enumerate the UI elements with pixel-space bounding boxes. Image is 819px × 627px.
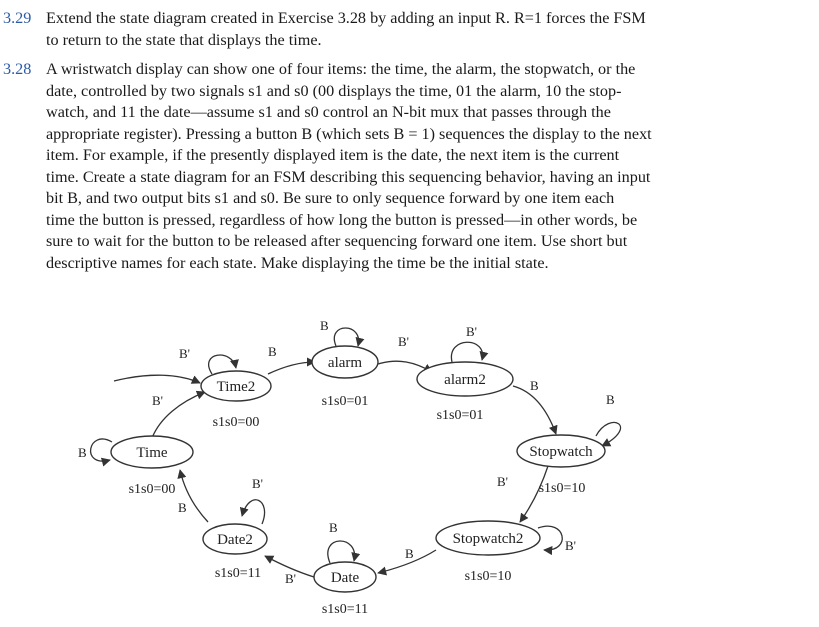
state-name: Date2: [217, 532, 253, 548]
transition-label: B': [285, 571, 297, 586]
state-name: alarm: [327, 355, 363, 371]
exercise-line: descriptive names for each state. Make displaying the time be the initial state.: [46, 253, 549, 272]
transition-label: B: [320, 318, 329, 333]
exercise-line: item. For example, if the presently displayed item is the date, the next item is the current: [46, 146, 620, 164]
exercise-number: 3.29: [3, 9, 32, 27]
initial-transition-arrow: [114, 375, 200, 383]
exercise-number: 3.28: [3, 60, 32, 78]
state-output: s1s0=10: [464, 569, 512, 584]
state-output: s1s0=01: [436, 408, 484, 423]
transition-time2-to-alarm: [268, 362, 315, 374]
exercise-text: [46, 8, 812, 51]
exercise-line: Extend the state diagram created in Exercise 3.28 by adding an input R. R=1 forces the FSM: [46, 9, 646, 27]
transition-label: B: [405, 546, 414, 561]
state-output: s1s0=00: [212, 415, 260, 430]
transition-label: B: [606, 392, 615, 407]
transition-label: B': [497, 474, 509, 489]
state-output: s1s0=01: [321, 394, 369, 409]
exercise-line: A wristwatch display can show one of four items: the time, the alarm, the stopwatch, or the: [46, 60, 636, 78]
self-loop-date2: [242, 500, 265, 524]
state-output: s1s0=11: [214, 566, 262, 581]
exercise-line: time the button is pressed, regardless of how long the button is pressed—in other words, be: [46, 210, 638, 229]
exercise-line: bit B, and two output bits s1 and s0. Be sure to only sequence forward by one item each: [46, 189, 615, 207]
state-name: Time: [136, 445, 168, 461]
exercise-3-28: [0, 59, 812, 299]
state-output: s1s0=10: [538, 481, 586, 496]
self-loop-date: [328, 541, 355, 563]
state-name: alarm2: [444, 372, 486, 388]
exercise-line: appropriate register). Pressing a button B (which sets B = 1) sequences the display to the next: [46, 124, 652, 143]
state-diagram: [0, 300, 819, 627]
self-loop-time: [91, 439, 112, 461]
transition-alarm2-to-stopwatch: [513, 386, 556, 434]
exercise-text: [46, 59, 812, 274]
exercise-line: sure to wait for the button to be released after sequencing forward one item. Use short but: [46, 232, 628, 250]
state-name: Stopwatch: [529, 444, 593, 460]
transition-label: B': [565, 538, 577, 553]
state-name: Date: [330, 570, 360, 586]
transition-label: B: [268, 344, 277, 359]
self-loop-stopwatch2: [538, 526, 562, 550]
exercise-line: date, controlled by two signals s1 and s0 (00 displays the time, 01 the alarm, 10 the stop-: [46, 81, 622, 100]
state-name: Stopwatch2: [452, 531, 524, 547]
state-name: Time2: [216, 379, 256, 395]
transition-label: B': [152, 393, 164, 408]
transition-label: B': [252, 476, 264, 491]
exercise-3-29: [0, 8, 812, 52]
transition-label: B: [329, 520, 338, 535]
self-loop-alarm2: [451, 342, 482, 362]
transition-label: B: [530, 378, 539, 393]
transition-label: B': [179, 346, 191, 361]
transition-label: B': [466, 324, 478, 339]
exercise-line: watch, and 11 the date—assume s1 and s0 control an N-bit mux that passes through the: [46, 103, 611, 121]
state-output: s1s0=11: [321, 602, 369, 617]
self-loop-alarm: [334, 328, 358, 346]
exercise-line: to return to the state that displays the time.: [46, 30, 322, 49]
state-output: s1s0=00: [128, 482, 176, 497]
transition-label: B: [178, 500, 187, 515]
transition-label: B': [398, 334, 410, 349]
exercise-line: time. Create a state diagram for an FSM describing this sequencing behavior, having an input: [46, 167, 651, 186]
transition-label: B: [78, 445, 87, 460]
